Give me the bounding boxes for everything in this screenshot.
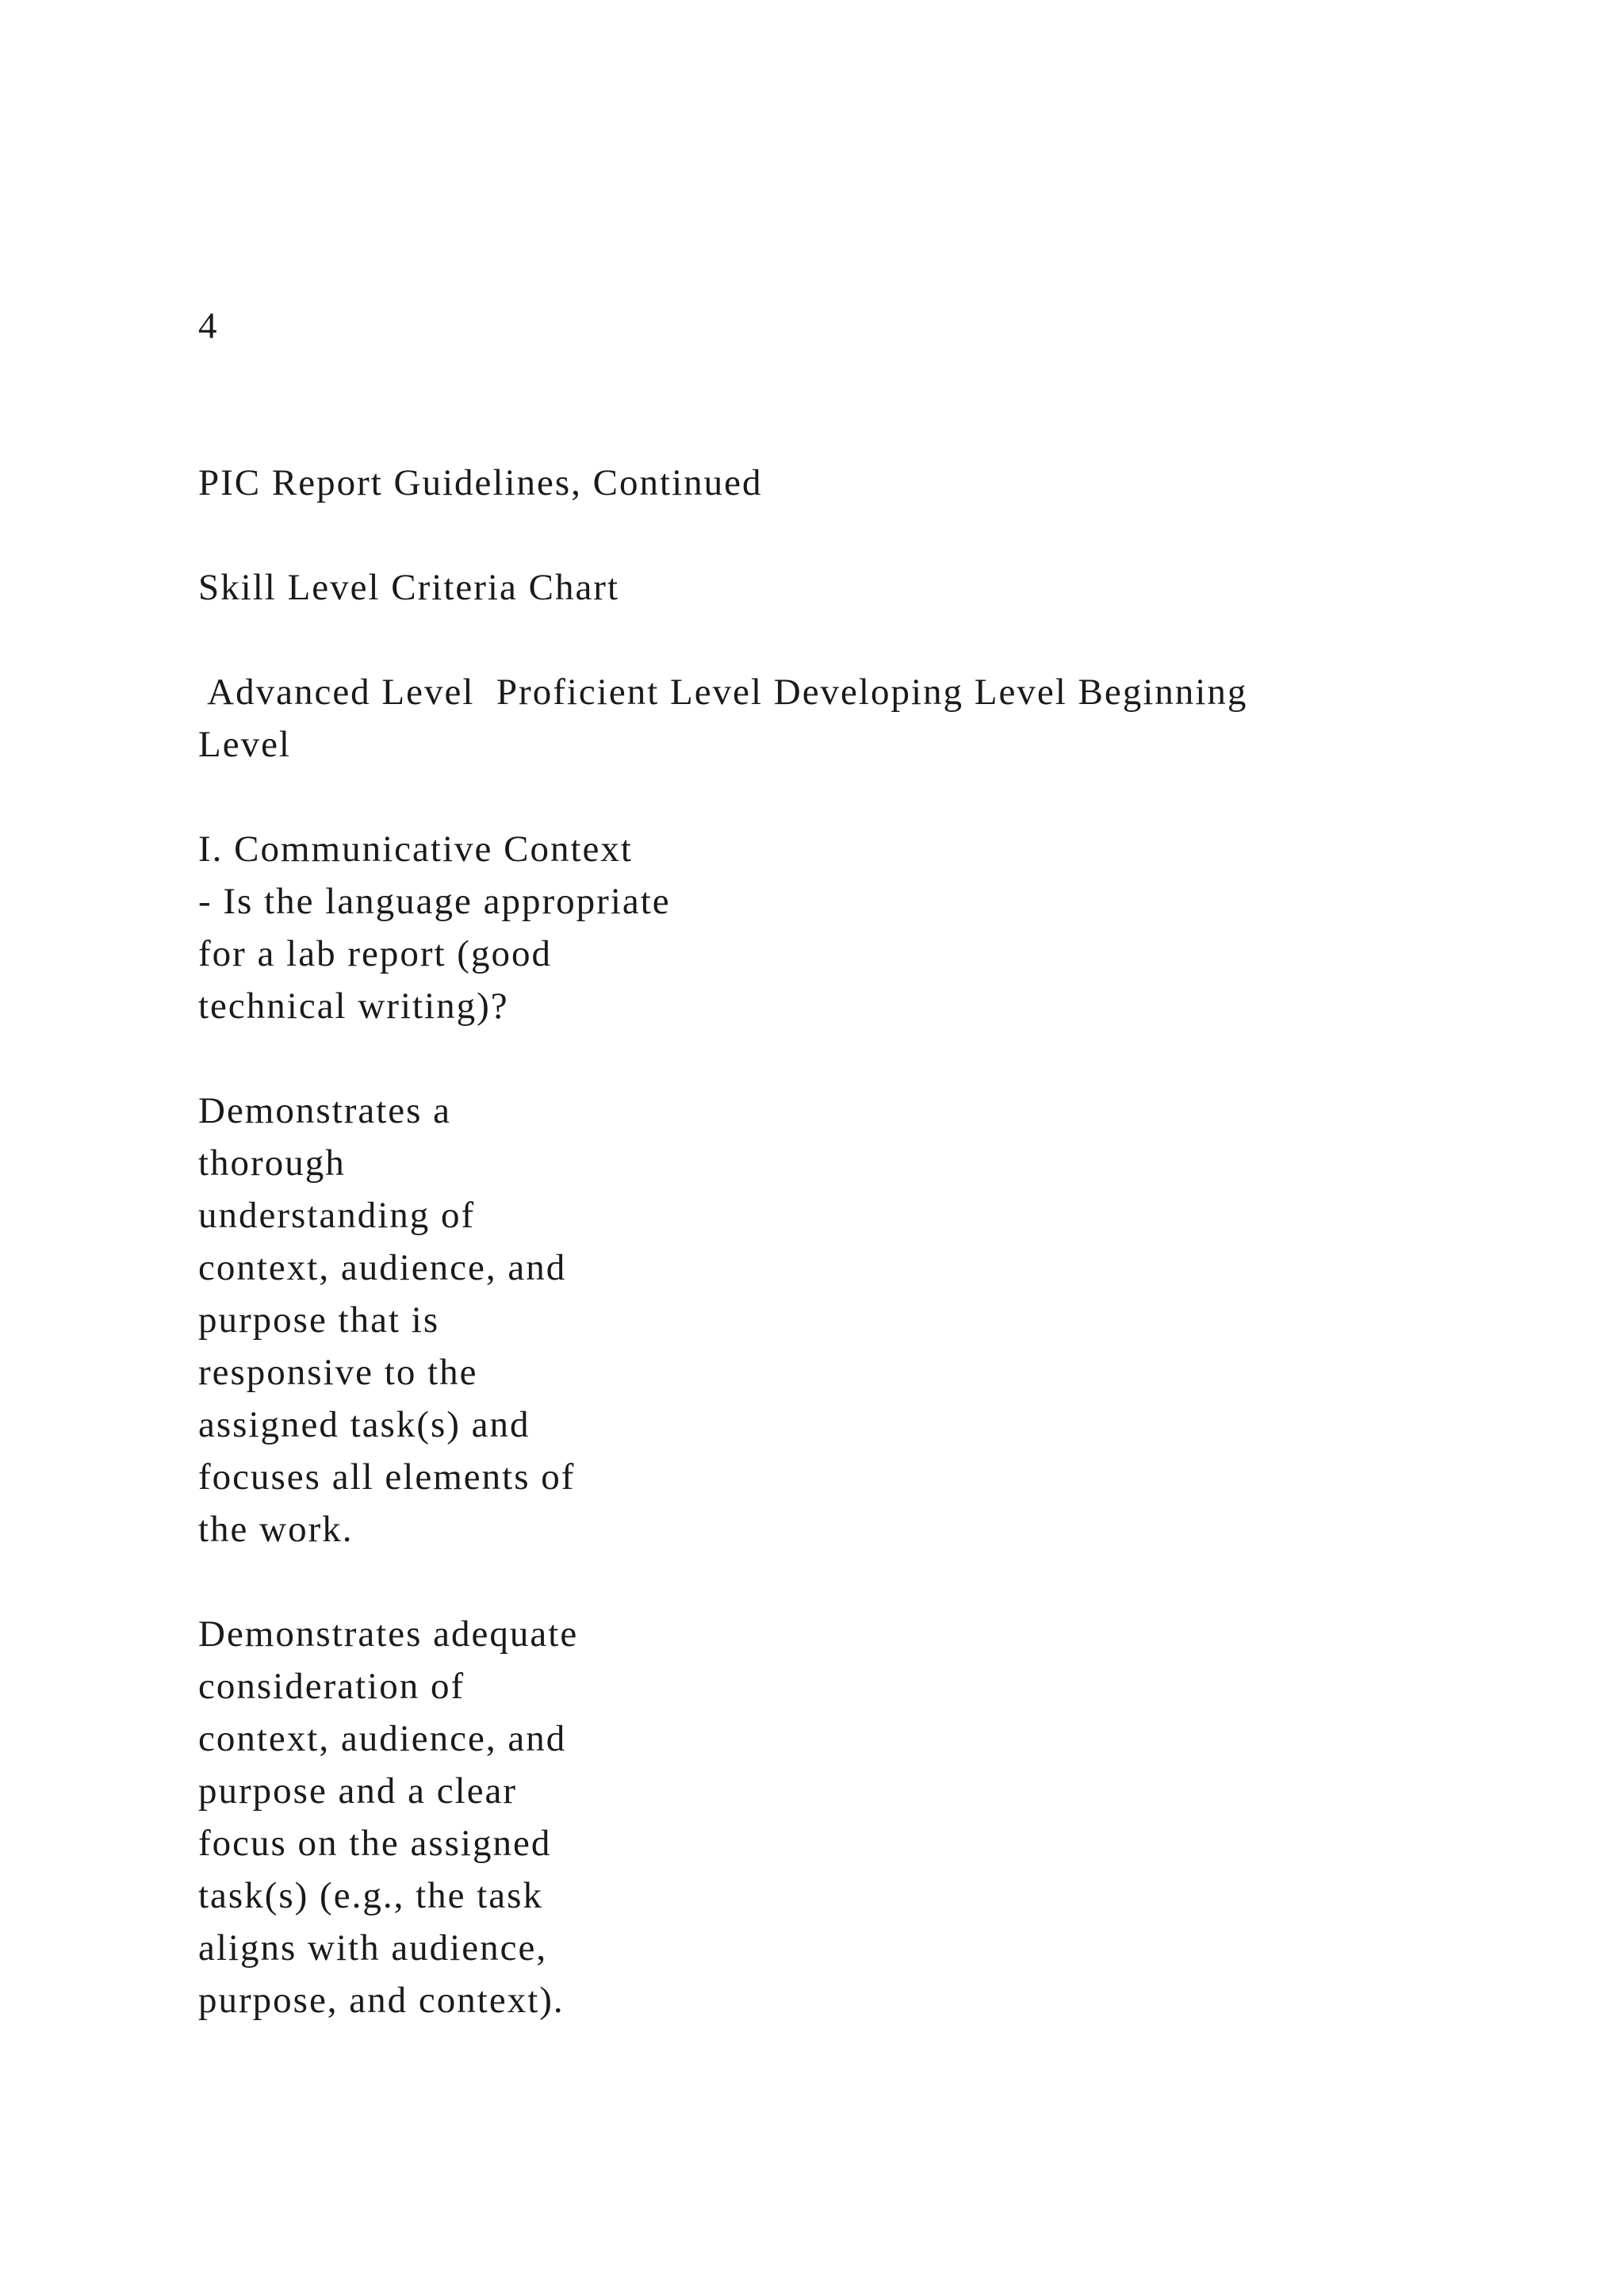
spacer (198, 352, 1435, 457)
proficient-description-line: aligns with audience, (198, 1927, 548, 1969)
criterion-line: for a lab report (good (198, 933, 552, 974)
advanced-description-line: responsive to the (198, 1352, 478, 1393)
advanced-description-line: thorough (198, 1142, 346, 1184)
proficient-description-line: context, audience, and (198, 1718, 567, 1759)
criterion-line: - Is the language appropriate (198, 881, 671, 922)
proficient-description-line: Demonstrates adequate (198, 1613, 579, 1655)
spacer (198, 771, 1435, 823)
spacer (198, 1556, 1435, 1608)
page-number: 4 (198, 305, 219, 346)
advanced-description-line: understanding of (198, 1195, 476, 1236)
advanced-description-line: context, audience, and (198, 1247, 567, 1288)
proficient-description-line: focus on the assigned (198, 1823, 552, 1864)
spacer (198, 614, 1435, 666)
proficient-description-line: purpose and a clear (198, 1770, 518, 1812)
section-title: PIC Report Guidelines, Continued (198, 462, 763, 503)
advanced-description-line: the work. (198, 1509, 354, 1550)
advanced-description-line: focuses all elements of (198, 1456, 576, 1498)
criterion-line: technical writing)? (198, 985, 509, 1027)
levels-header-line: Advanced Level Proficient Level Developing Level Beginning (198, 672, 1248, 713)
proficient-description-line: task(s) (e.g., the task (198, 1875, 543, 1916)
spacer (198, 509, 1435, 561)
proficient-description-line: purpose, and context). (198, 1980, 565, 2021)
proficient-description-line: consideration of (198, 1666, 465, 1707)
levels-header-line: Level (198, 724, 291, 765)
advanced-description-line: assigned task(s) and (198, 1404, 530, 1445)
chart-title: Skill Level Criteria Chart (198, 567, 620, 608)
document-body (198, 300, 1435, 2026)
advanced-description-line: Demonstrates a (198, 1090, 452, 1131)
criterion-line: I. Communicative Context (198, 828, 633, 870)
spacer (198, 1032, 1435, 1085)
advanced-description-line: purpose that is (198, 1299, 440, 1341)
